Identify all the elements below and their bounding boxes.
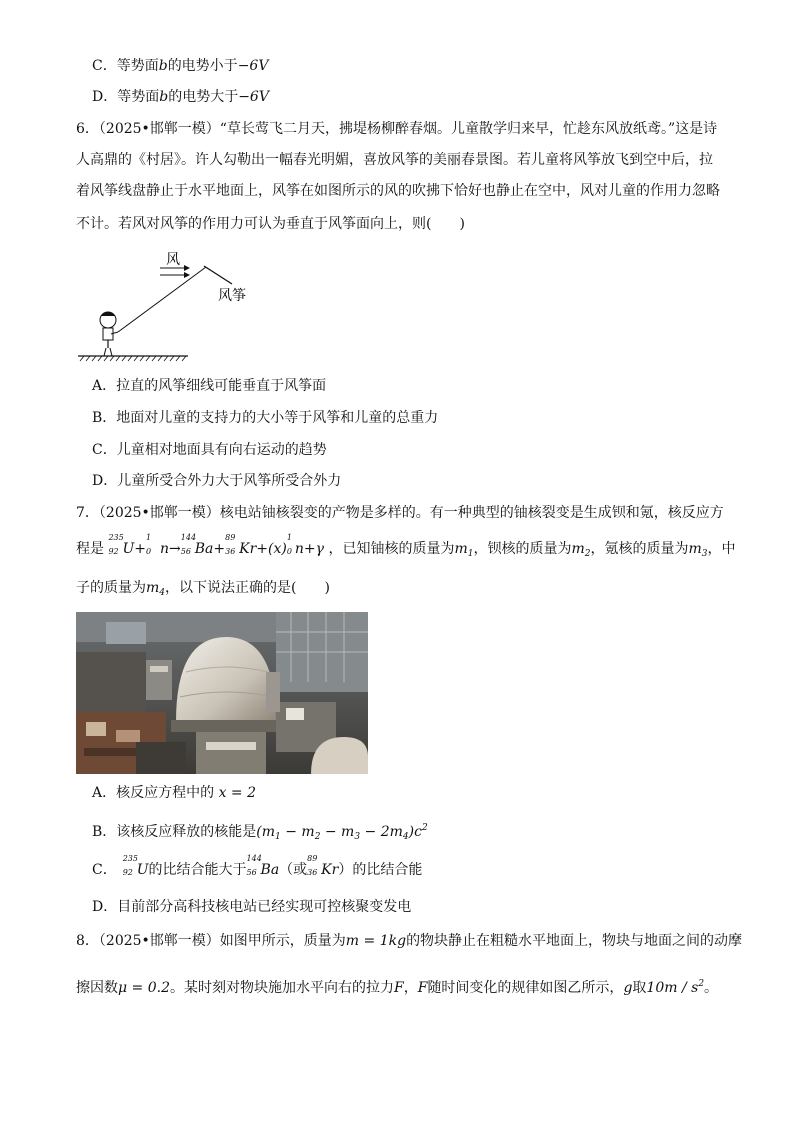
stem-text: 的物块静止在粗糙水平地面上，物块与地面之间的动摩 [406,933,743,949]
option-text: ）的比结合能 [338,862,423,878]
stem-text: ，钡核的质量为 [473,541,572,557]
kite-figure [76,248,276,368]
option-label: A． [92,785,117,801]
math-value: −6V [237,58,269,74]
kite-surface [204,266,232,284]
q8-stem-line-2: 擦因数μ = 0.2。某时刻对物块施加水平向右的拉力F，F随时间变化的规律如图乙所示，g取$10m / s^2$。 [76,979,719,996]
option-label: C． [92,862,117,878]
kite-string [118,267,206,332]
answer-paren: ( ) [426,216,465,232]
option-text: 拉直的风筝细线可能垂直于风筝面 [116,378,327,394]
option-text: 等势面 [117,89,160,105]
option-text: 目前部分高科技核电站已经实现可控核聚变发电 [117,899,412,915]
option-label: C． [92,442,117,458]
option-label: D． [92,473,118,489]
q7-option-b [92,818,752,847]
q6-option-b [92,408,752,428]
stem-text: ，氪核的质量为 [590,541,689,557]
option-label: B． [92,824,117,840]
q6-option-d [92,471,752,491]
q6-stem-line-3: 着风筝线盘静止于水平地面上，风筝在如图所示的风的吹拂下恰好也静止在空中，风对儿童的作用力忽略 [76,183,720,199]
option-text: 的电势大于 [168,89,239,105]
math-var: b [159,89,169,105]
option-label: C． [92,58,117,74]
stem-text: ，已知铀核的质量为 [328,541,455,557]
kite-label: 风筝 [218,288,246,304]
reaction-equation: 235 92 U+ 1 0 n→ 144 56 Ba+ 89 36 Kr+(x) 1 0 n+γ [108,533,329,557]
math-expr: x = 2 [214,785,257,801]
math-expr: $(m_1 - m_2 - m_3 - 2m_4)c^2$ [256,823,428,842]
stem-text: 取 [632,980,647,996]
stem-text: ，中 [707,541,736,557]
q7-stem-line-2: 程是 235 92 U+ 1 0 n→ 144 56 Ba+ 89 36 Kr+(x) 1 0 n+γ ，已知铀核的质量为$m_1$，钡核的质量为$m_2$，氪核的质量为$m_3$，中 [76,533,736,559]
wind-label: 风 [166,252,180,268]
math-expr: m = 1kg [345,933,407,949]
q6-stem-line-2: 人高鼎的《村居》。许人勾勒出一幅春光明媚，喜放风筝的美丽春景图。若儿童将风筝放飞到空中后，拉 [76,152,713,168]
option-text: 核反应方程中的 [116,785,215,801]
option-text: 地面对儿童的支持力的大小等于风筝和儿童的总重力 [116,410,439,426]
stem-text: 不计。若风对风筝的作用力可认为垂直于风筝面向上，则 [76,216,426,232]
q5-option-c [92,56,752,76]
stem-text: 擦因数 [76,980,118,996]
q7-option-c: C． 235 92 U的比结合能大于 144 56 Ba（或 89 36 Kr）的比结合能 [92,854,423,878]
option-label: B． [92,410,117,426]
q7-option-d [92,897,752,917]
option-text: 等势面 [116,58,159,74]
stem-text: 随时间变化的规律如图乙所示， [427,980,624,996]
stem-text: ，以下说法正确的是 [165,580,292,596]
ground-hatch [78,356,188,361]
option-label: D． [92,89,118,105]
wind-arrow-icon [160,272,190,278]
math-expr: $10m / s^2$ [646,979,705,996]
q6-stem-line-1: 6．（2025•邯郸一模）“草长莺飞二月天，拂堤杨柳醉春烟。儿童散学归来早，忙趁东风放纸鸢。”这是诗 [76,121,718,137]
q6-stem-line-4 [76,214,736,234]
answer-paren: ( ) [291,580,330,596]
stem-text: ， [403,980,418,996]
stem-text: 。某时刻对物块施加水平向右的拉力 [170,980,394,996]
option-label: A． [92,378,117,394]
stem-text: 8．（2025•邯郸一模）如图甲所示，质量为 [76,933,346,949]
option-text: 儿童相对地面具有向右运动的趋势 [116,442,327,458]
q7-stem-line-3: 子的质量为$m_4$，以下说法正确的是( ) [76,580,330,598]
q6-option-a [92,376,752,396]
option-text: （或 [279,862,308,878]
option-label: D． [92,899,118,915]
stem-text: 。 [704,980,719,996]
option-text: 的电势小于 [167,58,238,74]
q7-option-a [92,783,752,803]
option-text: 儿童所受合外力大于风筝所受合外力 [117,473,342,489]
option-text: 的比结合能大于 [148,862,247,878]
stem-text: 程是 [76,541,104,557]
math-value: −6V [238,89,269,105]
math-var: b [158,58,168,74]
nuclear-plant-photo [76,612,368,774]
q8-stem-line-1 [76,931,743,951]
option-text: 该核反应释放的核能是 [116,824,257,840]
q7-stem-line-1: 7．（2025•邯郸一模）核电站铀核裂变的产物是多样的。有一种典型的铀核裂变是生成钡和氪，核反应方 [76,505,724,521]
stem-text: 子的质量为 [76,580,146,596]
q6-option-c [92,440,752,460]
child-icon [100,312,118,356]
q5-option-d [92,87,752,107]
math-expr: μ = 0.2 [118,980,170,996]
